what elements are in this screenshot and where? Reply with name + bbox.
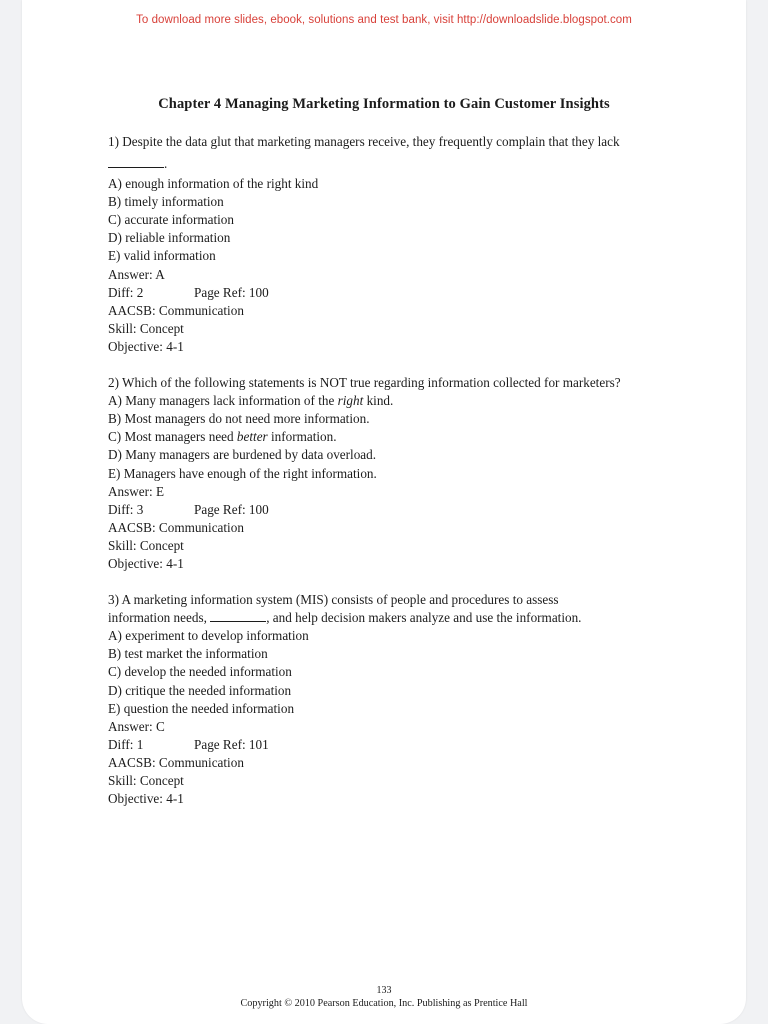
page-ref: Page Ref: 100 <box>194 284 269 300</box>
option-e: E) valid information <box>108 248 216 264</box>
objective: Objective: 4-1 <box>108 555 184 571</box>
page-ref: Page Ref: 100 <box>194 501 269 517</box>
option-c: C) accurate information <box>108 212 234 228</box>
option-e: E) Managers have enough of the right information. <box>108 465 377 481</box>
option-b: B) Most managers do not need more information. <box>108 411 370 427</box>
question-stem: 3) A marketing information system (MIS) consists of people and procedures to assess <box>108 592 559 608</box>
option-b: B) timely information <box>108 194 224 210</box>
skill: Skill: Concept <box>108 320 184 336</box>
difficulty: Diff: 3 <box>108 501 144 517</box>
question-1 <box>108 133 668 356</box>
difficulty-row <box>108 501 668 519</box>
option-b: B) test market the information <box>108 646 268 662</box>
copyright-notice: Copyright © 2010 Pearson Education, Inc. Publishing as Prentice Hall <box>240 998 528 1009</box>
option-e: E) question the needed information <box>108 700 295 716</box>
question-stem-continued: information needs, , and help decision makers analyze and use the information. <box>108 610 582 626</box>
option-c: C) develop the needed information <box>108 664 292 680</box>
option-a: A) Many managers lack information of the right kind. <box>108 393 394 409</box>
option-d: D) critique the needed information <box>108 682 292 698</box>
difficulty-row <box>108 736 668 754</box>
chapter-title: Chapter 4 Managing Marketing Information to Gain Customer Insights <box>158 96 610 112</box>
option-a: A) enough information of the right kind <box>108 176 319 192</box>
download-banner: To download more slides, ebook, solutions and test bank, visit http://downloadslide.blogspot.com <box>136 14 632 26</box>
page-ref: Page Ref: 101 <box>194 736 269 752</box>
question-2 <box>108 374 668 573</box>
answer-key: Answer: A <box>108 266 165 282</box>
objective: Objective: 4-1 <box>108 791 184 807</box>
aacsb: AACSB: Communication <box>108 302 244 318</box>
option-d: D) Many managers are burdened by data overload. <box>108 447 377 463</box>
page-number: 133 <box>376 985 392 996</box>
option-c: C) Most managers need better information. <box>108 429 337 445</box>
answer-key: Answer: C <box>108 718 165 734</box>
option-a: A) experiment to develop information <box>108 628 309 644</box>
question-3 <box>108 591 668 808</box>
answer-blank <box>210 610 266 622</box>
skill: Skill: Concept <box>108 537 184 553</box>
objective: Objective: 4-1 <box>108 338 184 354</box>
document-page <box>22 0 746 1024</box>
aacsb: AACSB: Communication <box>108 519 244 535</box>
difficulty: Diff: 2 <box>108 284 144 300</box>
difficulty: Diff: 1 <box>108 736 144 752</box>
question-list <box>108 133 668 808</box>
aacsb: AACSB: Communication <box>108 754 244 770</box>
question-stem: 2) Which of the following statements is NOT true regarding information collected for marketers? <box>108 375 621 391</box>
option-d: D) reliable information <box>108 230 231 246</box>
answer-key: Answer: E <box>108 483 165 499</box>
difficulty-row <box>108 284 668 302</box>
skill: Skill: Concept <box>108 773 184 788</box>
question-stem: 1) Despite the data glut that marketing managers receive, they frequently complain that they lack <box>108 134 620 149</box>
answer-blank: . <box>108 155 668 173</box>
